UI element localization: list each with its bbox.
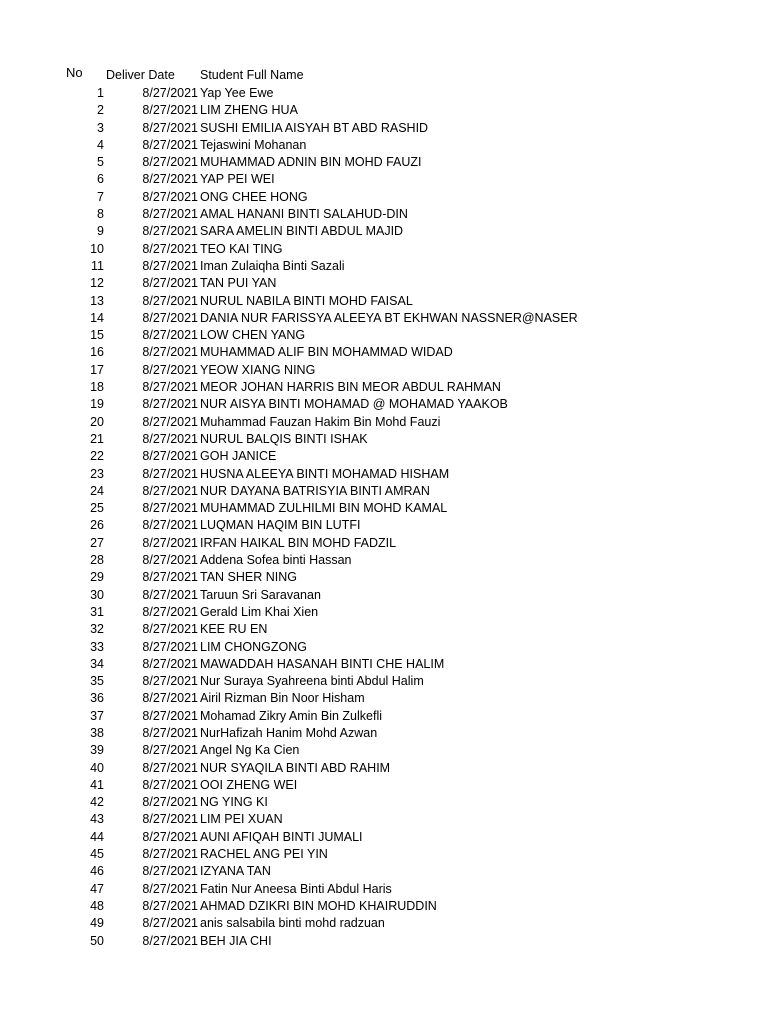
student-name-cell: LIM ZHENG HUA	[200, 103, 298, 118]
table-row	[0, 483, 768, 500]
row-number: 33	[90, 639, 104, 654]
row-number: 23	[90, 466, 104, 481]
deliver-date-cell: 8/27/2021	[142, 795, 198, 810]
header-deliver-date: Deliver Date	[106, 68, 175, 82]
deliver-date-cell: 8/27/2021	[142, 725, 198, 740]
deliver-date-cell: 8/27/2021	[142, 518, 198, 533]
table-row	[0, 379, 768, 396]
student-name-cell: Fatin Nur Aneesa Binti Abdul Haris	[200, 881, 392, 896]
deliver-date-cell: 8/27/2021	[142, 535, 198, 550]
table-row	[0, 690, 768, 707]
table-row	[0, 275, 768, 292]
deliver-date-cell: 8/27/2021	[142, 362, 198, 377]
row-number: 22	[90, 449, 104, 464]
deliver-date-cell: 8/27/2021	[142, 829, 198, 844]
row-number: 20	[90, 414, 104, 429]
student-name-cell: NG YING KI	[200, 795, 268, 810]
row-number: 30	[90, 587, 104, 602]
table-row	[0, 742, 768, 759]
table-row	[0, 552, 768, 569]
student-name-cell: Nur Suraya Syahreena binti Abdul Halim	[200, 674, 424, 689]
row-number: 19	[90, 397, 104, 412]
student-name-cell: YAP PEI WEI	[200, 172, 275, 187]
deliver-date-cell: 8/27/2021	[142, 414, 198, 429]
table-row	[0, 760, 768, 777]
student-name-cell: DANIA NUR FARISSYA ALEEYA BT EKHWAN NASSNER@NASER	[200, 310, 578, 325]
student-name-cell: AHMAD DZIKRI BIN MOHD KHAIRUDDIN	[200, 898, 437, 913]
table-row	[0, 171, 768, 188]
table-row	[0, 396, 768, 413]
table-row	[0, 517, 768, 534]
row-number: 31	[90, 604, 104, 619]
student-name-cell: TAN SHER NING	[200, 570, 297, 585]
deliver-date-cell: 8/27/2021	[142, 570, 198, 585]
deliver-date-cell: 8/27/2021	[142, 276, 198, 291]
row-number: 16	[90, 345, 104, 360]
row-number: 48	[90, 898, 104, 913]
deliver-date-cell: 8/27/2021	[142, 120, 198, 135]
table-row	[0, 725, 768, 742]
row-number: 49	[90, 916, 104, 931]
deliver-date-cell: 8/27/2021	[142, 604, 198, 619]
deliver-date-cell: 8/27/2021	[142, 916, 198, 931]
table-row	[0, 898, 768, 915]
table-row	[0, 466, 768, 483]
deliver-date-cell: 8/27/2021	[142, 639, 198, 654]
table-row	[0, 206, 768, 223]
deliver-date-cell: 8/27/2021	[142, 501, 198, 516]
table-row	[0, 154, 768, 171]
table-row	[0, 223, 768, 240]
deliver-date-cell: 8/27/2021	[142, 86, 198, 100]
student-name-cell: LIM CHONGZONG	[200, 639, 307, 654]
student-name-cell: MUHAMMAD ZULHILMI BIN MOHD KAMAL	[200, 501, 448, 516]
deliver-date-cell: 8/27/2021	[142, 103, 198, 118]
deliver-date-cell: 8/27/2021	[142, 189, 198, 204]
row-number: 29	[90, 570, 104, 585]
deliver-date-cell: 8/27/2021	[142, 310, 198, 325]
deliver-date-cell: 8/27/2021	[142, 328, 198, 343]
student-name-cell: TAN PUI YAN	[200, 276, 277, 291]
table-row	[0, 777, 768, 794]
student-name-cell: IZYANA TAN	[200, 864, 271, 879]
row-number: 35	[90, 674, 104, 689]
table-row	[0, 344, 768, 361]
row-number: 26	[90, 518, 104, 533]
deliver-date-cell: 8/27/2021	[142, 397, 198, 412]
row-number: 25	[90, 501, 104, 516]
deliver-date-cell: 8/27/2021	[142, 674, 198, 689]
row-number: 5	[97, 155, 104, 170]
table-row	[0, 708, 768, 725]
table-row	[0, 448, 768, 465]
row-number: 24	[90, 483, 104, 498]
student-name-cell: MUHAMMAD ADNIN BIN MOHD FAUZI	[200, 155, 422, 170]
row-number: 28	[90, 553, 104, 568]
row-number: 11	[91, 258, 104, 273]
column-header-row	[0, 65, 768, 83]
table-row	[0, 120, 768, 137]
student-name-cell: MUHAMMAD ALIF BIN MOHAMMAD WIDAD	[200, 345, 453, 360]
table-row	[0, 241, 768, 258]
row-number: 47	[90, 881, 104, 896]
table-row	[0, 569, 768, 586]
table-row	[0, 656, 768, 673]
table-row	[0, 673, 768, 690]
deliver-date-cell: 8/27/2021	[142, 743, 198, 758]
row-number: 10	[90, 241, 104, 256]
row-number: 34	[90, 656, 104, 671]
header-student-full-name: Student Full Name	[200, 68, 304, 82]
row-number: 37	[90, 708, 104, 723]
deliver-date-cell: 8/27/2021	[142, 293, 198, 308]
deliver-date-cell: 8/27/2021	[142, 691, 198, 706]
row-number: 3	[97, 120, 104, 135]
header-no: No	[66, 65, 83, 80]
row-number: 21	[90, 431, 104, 446]
table-row	[0, 310, 768, 327]
student-name-cell: anis salsabila binti mohd radzuan	[200, 916, 385, 931]
row-number: 42	[90, 795, 104, 810]
student-name-cell: SARA AMELIN BINTI ABDUL MAJID	[200, 224, 404, 239]
row-number: 13	[90, 293, 104, 308]
deliver-date-cell: 8/27/2021	[142, 172, 198, 187]
student-name-cell: Airil Rizman Bin Noor Hisham	[200, 691, 365, 706]
student-name-cell: HUSNA ALEEYA BINTI MOHAMAD HISHAM	[200, 466, 450, 481]
student-name-cell: Muhammad Fauzan Hakim Bin Mohd Fauzi	[200, 414, 441, 429]
deliver-date-cell: 8/27/2021	[142, 812, 198, 827]
row-number: 12	[90, 276, 104, 291]
student-name-cell: ONG CHEE HONG	[200, 189, 308, 204]
deliver-date-cell: 8/27/2021	[142, 241, 198, 256]
table-row	[0, 587, 768, 604]
row-number: 39	[90, 743, 104, 758]
table-row	[0, 414, 768, 431]
deliver-date-cell: 8/27/2021	[142, 155, 198, 170]
table-row	[0, 846, 768, 863]
student-name-cell: MAWADDAH HASANAH BINTI CHE HALIM	[200, 656, 445, 671]
table-row	[0, 431, 768, 448]
table-row	[0, 535, 768, 552]
student-name-cell: MEOR JOHAN HARRIS BIN MEOR ABDUL RAHMAN	[200, 380, 501, 395]
student-name-cell: Yap Yee Ewe	[200, 86, 274, 100]
student-name-cell: Angel Ng Ka Cien	[200, 743, 300, 758]
row-number: 1	[97, 86, 104, 100]
row-number: 45	[90, 847, 104, 862]
row-number: 14	[90, 310, 104, 325]
table-row	[0, 85, 768, 102]
student-name-cell: YEOW XIANG NING	[200, 362, 316, 377]
row-number: 7	[97, 189, 104, 204]
table-row	[0, 362, 768, 379]
student-name-cell: Iman Zulaiqha Binti Sazali	[200, 258, 345, 273]
row-number: 46	[90, 864, 104, 879]
row-number: 40	[90, 760, 104, 775]
deliver-date-cell: 8/27/2021	[142, 466, 198, 481]
deliver-date-cell: 8/27/2021	[142, 898, 198, 913]
deliver-date-cell: 8/27/2021	[142, 431, 198, 446]
student-name-cell: NurHafizah Hanim Mohd Azwan	[200, 725, 378, 740]
deliver-date-cell: 8/27/2021	[142, 345, 198, 360]
deliver-date-cell: 8/27/2021	[142, 881, 198, 896]
deliver-date-cell: 8/27/2021	[142, 708, 198, 723]
student-name-cell: NURUL BALQIS BINTI ISHAK	[200, 431, 368, 446]
table-row	[0, 829, 768, 846]
deliver-date-cell: 8/27/2021	[142, 587, 198, 602]
row-number: 43	[90, 812, 104, 827]
table-row	[0, 933, 768, 950]
table-row	[0, 258, 768, 275]
deliver-date-cell: 8/27/2021	[142, 933, 198, 948]
table-row	[0, 102, 768, 119]
deliver-date-cell: 8/27/2021	[142, 777, 198, 792]
row-number: 18	[90, 380, 104, 395]
row-number: 27	[90, 535, 104, 550]
table-row	[0, 604, 768, 621]
student-name-cell: BEH JIA CHI	[200, 933, 272, 948]
table-row	[0, 500, 768, 517]
table-row	[0, 293, 768, 310]
deliver-date-cell: 8/27/2021	[142, 449, 198, 464]
deliver-date-cell: 8/27/2021	[142, 224, 198, 239]
student-name-cell: RACHEL ANG PEI YIN	[200, 847, 328, 862]
student-name-cell: NUR SYAQILA BINTI ABD RAHIM	[200, 760, 391, 775]
table-row	[0, 621, 768, 638]
student-name-cell: Taruun Sri Saravanan	[200, 587, 321, 602]
student-name-cell: LOW CHEN YANG	[200, 328, 306, 343]
student-name-cell: TEO KAI TING	[200, 241, 283, 256]
row-number: 17	[90, 362, 104, 377]
table-row	[0, 915, 768, 932]
student-name-cell: AMAL HANANI BINTI SALAHUD-DIN	[200, 207, 408, 222]
student-name-cell: AUNI AFIQAH BINTI JUMALI	[200, 829, 363, 844]
row-number: 41	[90, 777, 104, 792]
deliver-date-cell: 8/27/2021	[142, 847, 198, 862]
table-row	[0, 811, 768, 828]
row-number: 15	[90, 328, 104, 343]
student-rows	[0, 85, 768, 950]
table-row	[0, 863, 768, 880]
deliver-date-cell: 8/27/2021	[142, 258, 198, 273]
deliver-date-cell: 8/27/2021	[142, 483, 198, 498]
row-number: 36	[90, 691, 104, 706]
row-number: 32	[90, 622, 104, 637]
deliver-date-cell: 8/27/2021	[142, 380, 198, 395]
deliver-date-cell: 8/27/2021	[142, 864, 198, 879]
student-name-cell: KEE RU EN	[200, 622, 268, 637]
deliver-date-cell: 8/27/2021	[142, 553, 198, 568]
deliver-date-cell: 8/27/2021	[142, 656, 198, 671]
student-name-cell: LUQMAN HAQIM BIN LUTFI	[200, 518, 361, 533]
student-name-cell: Mohamad Zikry Amin Bin Zulkefli	[200, 708, 383, 723]
row-number: 38	[90, 725, 104, 740]
row-number: 6	[97, 172, 104, 187]
deliver-date-cell: 8/27/2021	[142, 622, 198, 637]
student-name-cell: NUR AISYA BINTI MOHAMAD @ MOHAMAD YAAKOB	[200, 397, 508, 412]
student-name-cell: Tejaswini Mohanan	[200, 137, 307, 152]
student-name-cell: NURUL NABILA BINTI MOHD FAISAL	[200, 293, 413, 308]
row-number: 44	[90, 829, 104, 844]
row-number: 4	[97, 137, 104, 152]
table-row	[0, 327, 768, 344]
row-number: 2	[97, 103, 104, 118]
deliver-date-cell: 8/27/2021	[142, 760, 198, 775]
student-name-cell: LIM PEI XUAN	[200, 812, 283, 827]
table-row	[0, 881, 768, 898]
table-row	[0, 639, 768, 656]
deliver-date-cell: 8/27/2021	[142, 137, 198, 152]
table-row	[0, 137, 768, 154]
table-row	[0, 189, 768, 206]
row-number: 9	[97, 224, 104, 239]
student-name-cell: IRFAN HAIKAL BIN MOHD FADZIL	[200, 535, 397, 550]
student-name-cell: NUR DAYANA BATRISYIA BINTI AMRAN	[200, 483, 430, 498]
row-number: 50	[90, 933, 104, 948]
student-name-cell: SUSHI EMILIA AISYAH BT ABD RASHID	[200, 120, 429, 135]
student-name-cell: GOH JANICE	[200, 449, 277, 464]
deliver-date-cell: 8/27/2021	[142, 207, 198, 222]
student-name-cell: Gerald Lim Khai Xien	[200, 604, 319, 619]
student-name-cell: Addena Sofea binti Hassan	[200, 553, 352, 568]
student-name-cell: OOI ZHENG WEI	[200, 777, 298, 792]
row-number: 8	[97, 207, 104, 222]
table-row	[0, 794, 768, 811]
